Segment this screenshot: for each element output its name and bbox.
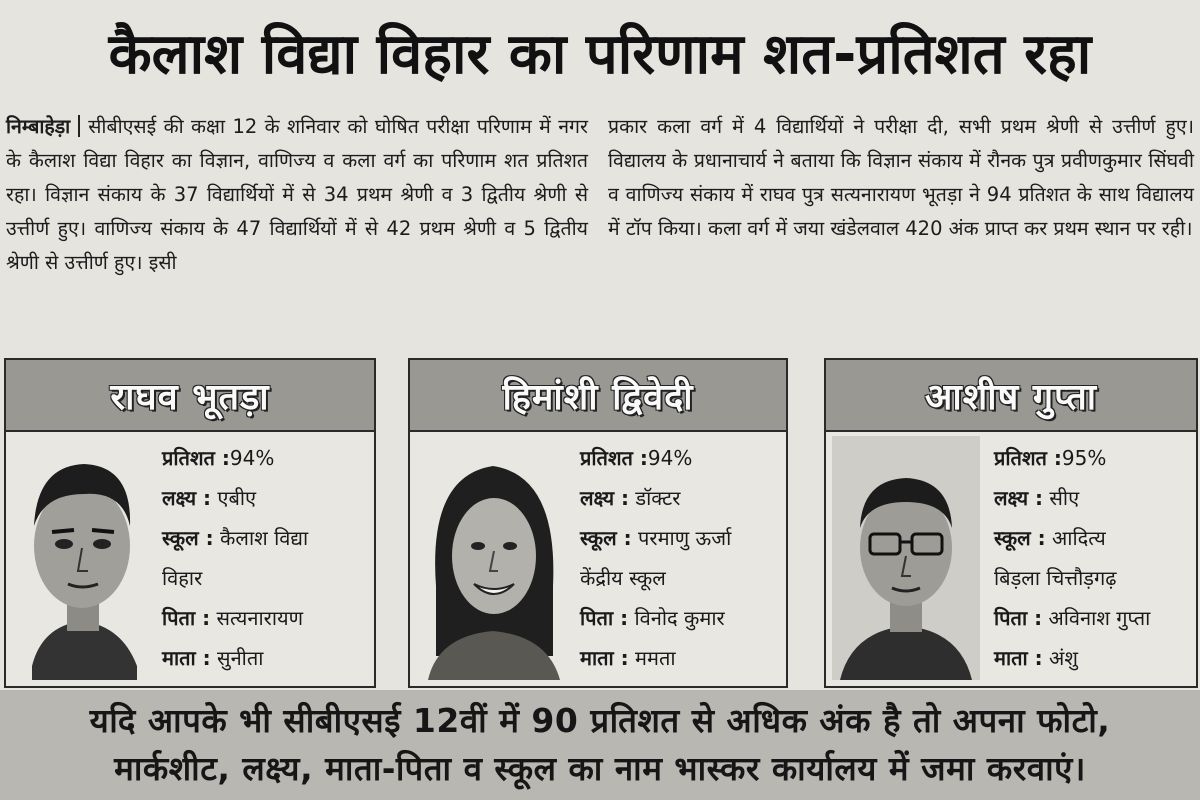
school-value-cont: बिड़ला चित्तौड़गढ़ — [994, 566, 1117, 590]
student-info — [580, 438, 731, 678]
school-value-cont: विहार — [162, 566, 203, 590]
school-value: परमाणु ऊर्जा — [638, 526, 732, 550]
dateline-divider — [78, 115, 80, 137]
percent-value: 94% — [647, 446, 693, 470]
student-photo — [418, 436, 568, 680]
percent-value: 94% — [229, 446, 275, 470]
father-label: पिता : — [994, 606, 1043, 630]
student-info — [994, 438, 1150, 678]
article-text-right: प्रकार कला वर्ग में 4 विद्यार्थियों ने परीक्षा दी, सभी प्रथम श्रेणी से उत्तीर्ण हुए। विद्यालय के प्रधानाचार्य ने बताया कि विज्ञान संकाय में रौनक पुत्र प्रवीणकुमार सिंघवी व वाणिज्य संकाय में राघव पुत्र सत्यनारायण भूतड़ा ने 94 प्रतिशत के साथ विद्यालय में टॉप किया। कला वर्ग में जया खंडेलवाल 420 अंक प्राप्त कर प्रथम स्थान पर रही। — [608, 115, 1194, 240]
father-label: पिता : — [162, 606, 211, 630]
mother-label: माता : — [580, 646, 629, 670]
mother-value: अंशु — [1049, 646, 1078, 670]
footer-line-2: मार्कशीट, लक्ष्य, माता-पिता व स्कूल का नाम भास्कर कार्यालय में जमा करवाएं। — [114, 749, 1086, 788]
school-label: स्कूल : — [162, 526, 214, 550]
father-value: अविनाश गुप्ता — [1048, 606, 1151, 630]
school-value-cont: केंद्रीय स्कूल — [580, 566, 666, 590]
student-card-himanshi — [408, 358, 788, 688]
father-value: विनोद कुमार — [634, 606, 725, 630]
goal-value: एबीए — [217, 486, 257, 510]
article-text-left: सीबीएसई की कक्षा 12 के शनिवार को घोषित परीक्षा परिणाम में नगर के कैलाश विद्या विहार का विज्ञान, वाणिज्य व कला वर्ग का परिणाम शत प्रतिशत रहा। विज्ञान संकाय के 37 विद्यार्थियों में से 34 प्रथम श्रेणी व 3 द्वितीय श्रेणी से उत्तीर्ण हुए। वाणिज्य संकाय के 47 विद्यार्थियों में से 42 प्रथम श्रेणी व 5 द्वितीय श्रेणी से उत्तीर्ण हुए। इसी — [6, 115, 588, 274]
article-column-right — [608, 110, 1194, 350]
footer-line-1: यदि आपके भी सीबीएसई 12वीं में 90 प्रतिशत से अधिक अंक है तो अपना फोटो, — [89, 701, 1111, 740]
headline: कैलाश विद्या विहार का परिणाम शत-प्रतिशत रहा — [108, 22, 1092, 87]
student-name: राघव भूतड़ा — [6, 360, 374, 432]
goal-value: सीए — [1049, 486, 1080, 510]
goal-value: डॉक्टर — [635, 486, 681, 510]
father-value: सत्यनारायण — [216, 606, 304, 630]
father-label: पिता : — [580, 606, 629, 630]
school-value: आदित्य — [1052, 526, 1106, 550]
percent-label: प्रतिशत : — [994, 446, 1062, 470]
footer-notice — [0, 690, 1200, 800]
student-name: आशीष गुप्ता — [826, 360, 1196, 432]
percent-value: 95% — [1061, 446, 1107, 470]
mother-label: माता : — [162, 646, 211, 670]
mother-value: ममता — [635, 646, 676, 670]
goal-label: लक्ष्य : — [580, 486, 630, 510]
percent-label: प्रतिशत : — [580, 446, 648, 470]
student-photo — [12, 436, 152, 680]
school-label: स्कूल : — [994, 526, 1046, 550]
student-info — [162, 438, 308, 678]
school-label: स्कूल : — [580, 526, 632, 550]
percent-label: प्रतिशत : — [162, 446, 230, 470]
student-card-ashish — [824, 358, 1198, 688]
student-card-raghav — [4, 358, 376, 688]
student-name: हिमांशी द्विवेदी — [410, 360, 786, 432]
goal-label: लक्ष्य : — [162, 486, 212, 510]
mother-label: माता : — [994, 646, 1043, 670]
goal-label: लक्ष्य : — [994, 486, 1044, 510]
mother-value: सुनीता — [217, 646, 264, 670]
dateline: निम्बाहेड़ा — [6, 115, 71, 138]
school-value: कैलाश विद्या — [220, 526, 309, 550]
student-photo — [832, 436, 980, 680]
article-column-left — [6, 110, 588, 350]
